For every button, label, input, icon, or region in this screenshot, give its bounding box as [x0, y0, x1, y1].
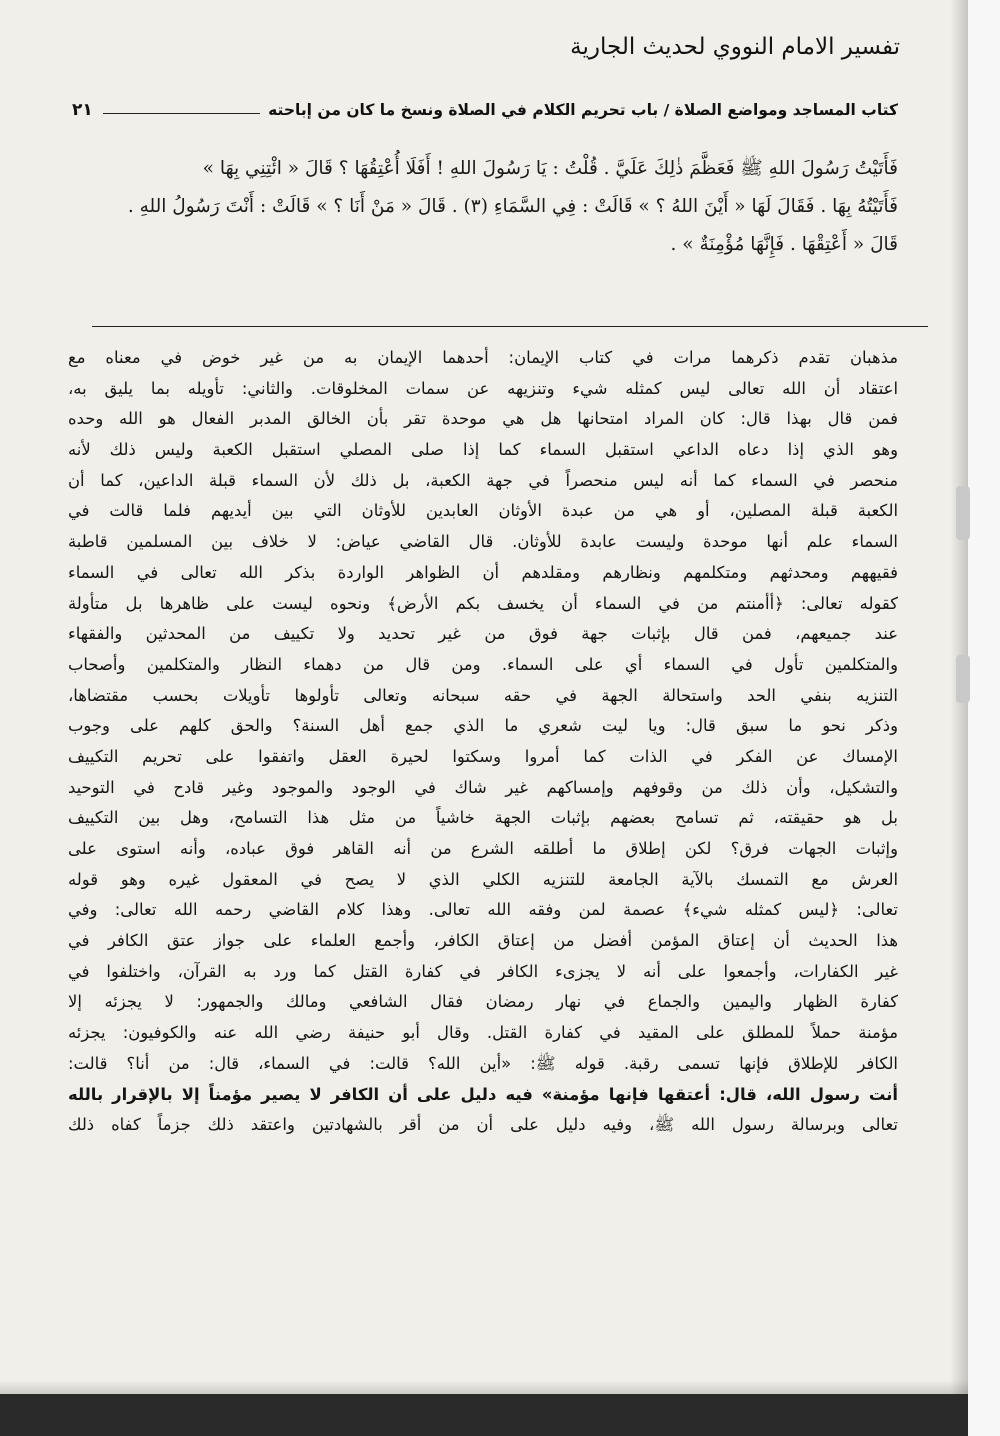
commentary-line: هذا الحديث أن إعتاق المؤمن أفضل من إعتاق الكافر، وأجمع العلماء على جواز عتق الكافر في	[68, 931, 898, 951]
handwritten-title: تفسير الامام النووي لحديث الجارية	[570, 34, 900, 60]
binding-mark	[956, 655, 970, 703]
commentary-line: مذهبان تقدم ذكرهما مرات في كتاب الإيمان: أحدهما الإيمان به من غير خوض في معناه مع	[68, 348, 898, 367]
commentary-line: فمن قال بهذا قال: كان المراد امتحانها هل هي موحدة تقر بأن الخالق المدبر الفعال هو الله وحده	[68, 409, 898, 429]
scan-margin	[968, 0, 1000, 1436]
binding-mark	[956, 486, 970, 540]
hadith-text	[78, 150, 898, 264]
footnote-divider	[92, 326, 928, 327]
commentary-line: كقوله تعالى: ﴿أأمنتم من في السماء أن يخسف بكم الأرض﴾ ونحوه ليست على ظاهرها بل متأولة	[68, 593, 898, 613]
commentary-line: منحصر في السماء كما أنه ليس منحصراً في جهة الكعبة، بل ذلك لأن السماء قبلة الداعين، كما أن	[68, 470, 898, 490]
commentary-line: السماء علم أنها موحدة وليست عابدة للأوثان. قال القاضي عياض: لا خلاف بين المسلمين قاطبة	[68, 532, 898, 552]
commentary-line: الكعبة قبلة المصلين، أو هي من عبدة الأوثان العابدين للأوثان التي بين أيديهم فلما قالت في	[68, 501, 898, 521]
commentary-line: مؤمنة حملاً للمطلق على المقيد في كفارة القتل. وقال أبو حنيفة رضي الله عنه والكوفيون: يجزئه	[68, 1023, 898, 1043]
commentary-line: التنزيه بنفي الحد واستحالة الجهة في حقه سبحانه وتعالى تأولوها تأويلات بحسب مقتضاها،	[68, 685, 898, 705]
commentary-line: فقيههم ومحدثهم ومتكلمهم ونظارهم ومقلدهم أن الظواهر الواردة بذكر الله تعالى في السماء	[68, 562, 898, 582]
commentary-line: والتشكيل، وأن ذلك من وقوفهم وإمساكهم غير شاك في الوجود والموجود وغير قادح في التوحيد	[68, 777, 898, 797]
hadith-line: قَالَ « أَعْتِقْهَا . فَإِنَّهَا مُؤْمِنَةٌ » .	[670, 234, 898, 255]
page-bottom-shadow	[0, 1380, 968, 1394]
commentary-line: وإثبات الجهات فرق؟ لكن إطلاق ما أطلقه الشرع من أنه القاهر فوق عباده، وأنه استوى على	[68, 839, 898, 858]
commentary-line: والمتكلمين تأول في السماء أي على السماء. ومن قال من دهماء النظار والمتكلمين وأصحاب	[68, 654, 898, 674]
commentary-text	[68, 343, 898, 1141]
hadith-line: فَأَتَيْتُ رَسُولَ اللهِ ﷺ فَعَظَّمَ ذٰلِكَ عَلَيَّ . قُلْتُ : يَا رَسُولَ اللهِ ! أَفَلَا أُعْتِقُهَا ؟ قَالَ « ائْتِنِي بِهَا »	[202, 158, 898, 179]
commentary-line: الإمساك عن الفكر في الذات كما أمروا وسكتوا لحيرة العقل واتفقوا على تحريم التكييف	[68, 746, 898, 766]
commentary-line: وهو الذي إذا دعاه الداعي استقبل السماء كما إذا صلى المصلي استقبل الكعبة وليس ذلك لأنه	[68, 440, 898, 460]
commentary-line: وذكر نحو ما سبق قال: ويا ليت شعري ما الذي جمع أهل السنة؟ والحق كلهم على وجوب	[68, 716, 898, 736]
commentary-line: أنت رسول الله، قال: أعتقها فإنها مؤمنة» فيه دليل على أن الكافر لا يصير مؤمناً إلا بالإقرار بالله	[68, 1084, 898, 1104]
commentary-line: العرش مع التمسك بالآية الجامعة للتنزيه الكلي الذي لا يصح في المعقول غيره وهو قوله	[68, 869, 898, 889]
commentary-line: بل هو حقيقته، ثم تسامح بعضهم بإثبات الجهة خاشياً من مثل هذا التسامح، وهل بين التكييف	[68, 808, 898, 828]
commentary-line: تعالى: ﴿ليس كمثله شيء﴾ عصمة لمن وفقه الله تعالى. وهذا كلام القاضي رحمه الله تعالى: وفي	[68, 900, 898, 920]
commentary-line: الكافر للإطلاق فإنها تسمى رقبة. قوله ﷺ: «أين الله؟ قالت: في السماء، قال: من أنا؟ قالت:	[68, 1053, 898, 1073]
hadith-line: فَأَتَيْتُهُ بِهَا . فَقَالَ لَهَا « أَيْنَ اللهُ ؟ » قَالَتْ : فِي السَّمَاءِ (٣) . قَالَ « مَنْ أَنَا ؟ » قَالَتْ : أَنْتَ رَسُولُ اللهِ .	[127, 196, 898, 217]
commentary-line: اعتقاد أن الله تعالى ليس كمثله شيء وتنزيهه عن سمات المخلوقات. والثاني: تأويله بما يليق به،	[68, 378, 898, 398]
commentary-line: تعالى وبرسالة رسول الله ﷺ، وفيه دليل على أن من أقر بالشهادتين واعتقد ذلك جزماً كفاه ذلك	[68, 1115, 898, 1135]
running-head-title: كتاب المساجد ومواضع الصلاة / باب تحريم الكلام في الصلاة ونسخ ما كان من إباحته	[268, 101, 898, 119]
running-head-rule	[103, 113, 260, 114]
commentary-line: غير الكفارات، وأجمعوا على أنه لا يجزىء الكافر في كفارة القتل كما ورد به القرآن، واختلفوا في	[68, 961, 898, 981]
commentary-line: كفارة الظهار واليمين والجماع في نهار رمضان فقال الشافعي ومالك والجمهور: لا يجزئه إلا	[68, 992, 898, 1012]
running-head	[66, 100, 898, 120]
commentary-line: عند جميعهم، فمن قال بإثبات جهة فوق من غير تحديد ولا تكييف من المحدثين والفقهاء	[68, 624, 898, 644]
page-number: ٢١	[72, 100, 93, 120]
